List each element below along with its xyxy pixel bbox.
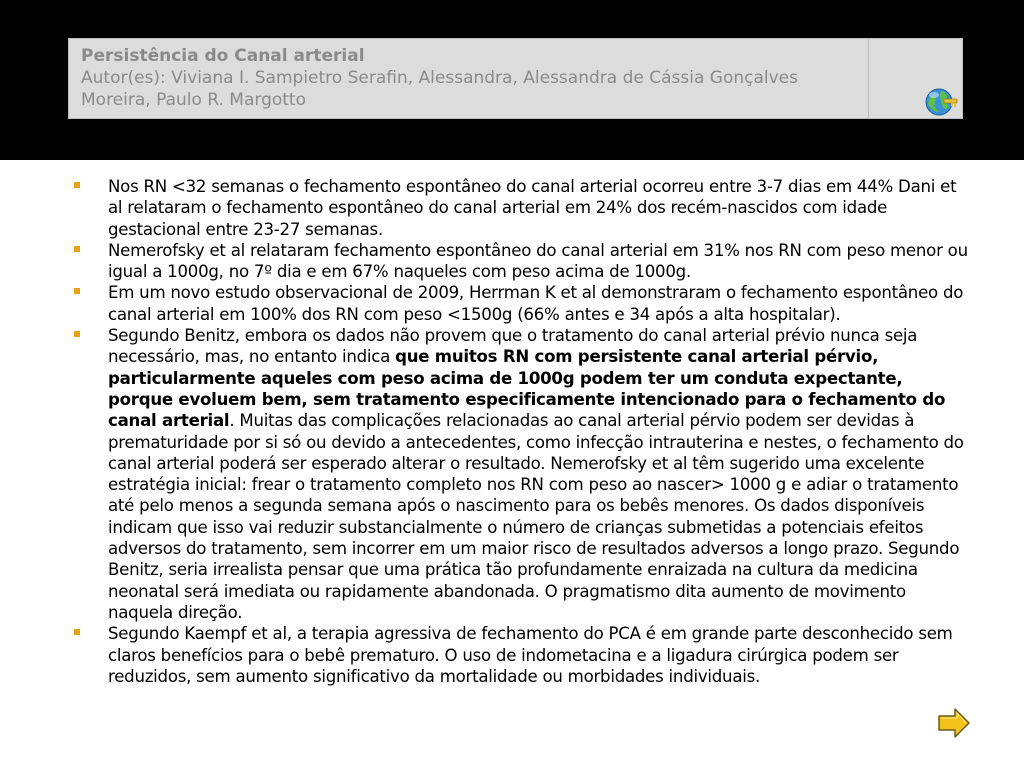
bullet-item (70, 282, 970, 325)
bullet-text: Segundo Kaempf et al, a terapia agressiva de fechamento do PCA é em grande parte desconhecido sem claros benefícios para o bebê prematuro. O uso de indometacina e a ligadura cirúrgica podem ser reduzidos, sem aumento significativo da mortalidade ou morbidades individuais. (108, 624, 953, 686)
slide-content (70, 176, 970, 687)
next-arrow-icon[interactable] (937, 706, 971, 740)
bullet-item (70, 176, 970, 240)
bullet-marker (74, 182, 80, 188)
bullet-text: Nos RN <32 semanas o fechamento espontâneo do canal arterial ocorreu entre 3-7 dias em 44% Dani et al relataram o fechamento espontâneo do canal arterial em 24% dos recém-nascidos com idade gestacional entre 23-27 semanas. (108, 177, 957, 239)
bullet-marker (74, 331, 80, 337)
bullet-text-post: . Muitas das complicações relacionadas ao canal arterial pérvio podem ser devidas à prematuridade por si só ou devido a antecedentes, como infecção intrauterina e nestes, o fechamento do canal arterial poderá ser esperado alterar o resultado. Nemerofsky et al têm sugerido uma excelente estratégia inicial: frear o tratamento completo nos RN com peso ao nascer> 1000 g e adiar o tratamento até pelo menos a segunda semana após o nascimento para os bebês menores. Os dados disponíveis indicam que isso vai reduzir substancialmente o número de crianças submetidas a potenciais efeitos adversos do tratamento, sem incorrer em um maior risco de resultados adversos a longo prazo. Segundo Benitz, seria irrealista pensar que uma prática tão profundamente enraizada na cultura da medicina neonatal será imediata ou rapidamente abandonada. O pragmatismo dita aumento de movimento naquela direção. (108, 411, 964, 622)
globe-link-icon[interactable] (924, 85, 958, 119)
bullet-marker (74, 288, 80, 294)
header-text (81, 45, 861, 111)
slide-title: Persistência do Canal arterial (81, 46, 365, 66)
bullet-text: Em um novo estudo observacional de 2009, Herrman K et al demonstraram o fechamento espontâneo do canal arterial em 100% dos RN com peso <1500g (66% antes e 34 após a alta hospitalar). (108, 283, 964, 324)
bullet-text: Nemerofsky et al relataram fechamento espontâneo do canal arterial em 31% nos RN com peso menor ou igual a 1000g, no 7º dia e em 67% naqueles com peso acima de 1000g. (108, 240, 968, 282)
bullet-text-pre: Segundo Benitz, embora os dados não provem que o tratamento do canal arterial prévio nunca seja necessário, mas, no entanto indica (108, 326, 918, 367)
header-box (68, 38, 963, 119)
bullet-item (70, 325, 970, 623)
bullet-marker (74, 629, 80, 635)
header-divider (868, 39, 869, 118)
bullet-marker (74, 246, 80, 252)
bullet-text-bold: que muitos RN com persistente canal arterial pérvio, particularmente aqueles com peso acima de 1000g podem ter um conduta expectante, porque evoluem bem, sem tratamento especificamente intencionado para o fechamento do canal arterial (108, 347, 946, 431)
bullet-item (70, 240, 970, 283)
bullet-item (70, 623, 970, 687)
slide-authors: Autor(es): Viviana I. Sampietro Serafin, Alessandra, Alessandra de Cássia Gonçalves Moreira, Paulo R. Margotto (81, 68, 798, 110)
